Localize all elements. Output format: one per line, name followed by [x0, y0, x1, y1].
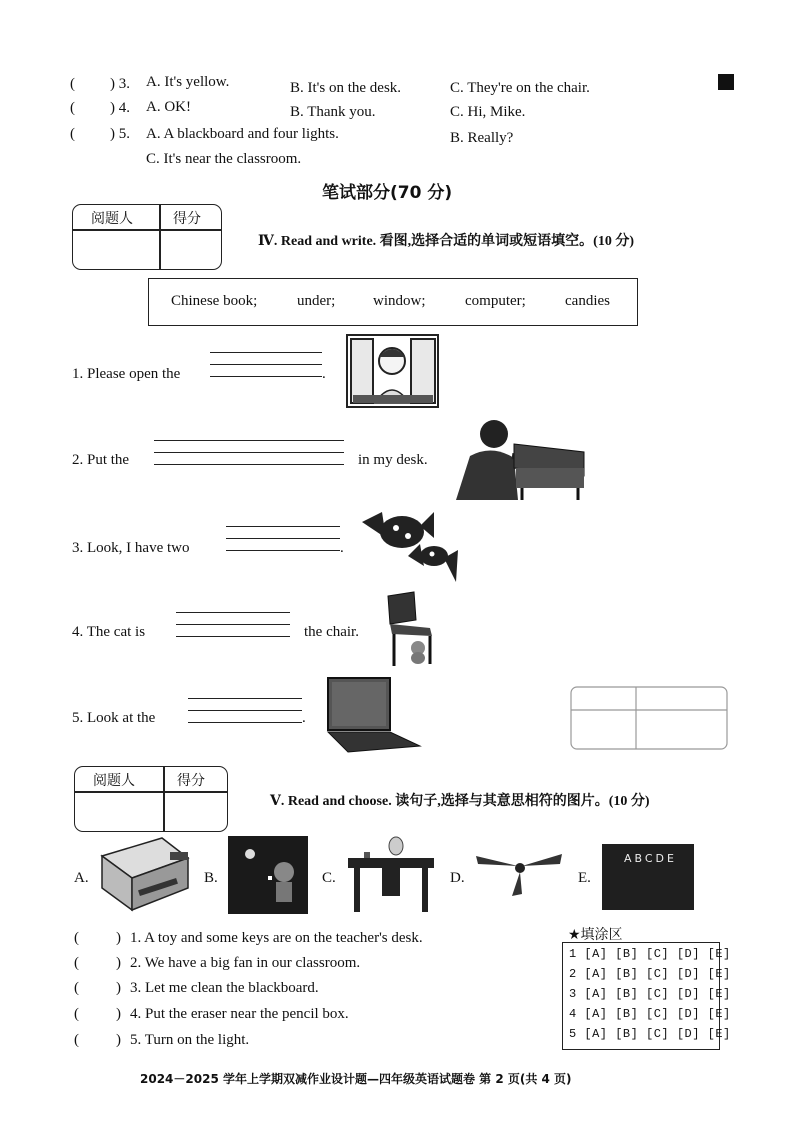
option-label-c: C.: [322, 870, 336, 886]
corner-marker: [718, 74, 734, 90]
fill-row-4[interactable]: 4 [A] [B] [C] [D] [E]: [569, 1007, 731, 1021]
answer-lines[interactable]: [210, 350, 322, 390]
teacher-desk-picture: [346, 836, 436, 914]
fill-area-table: [562, 942, 731, 1050]
choose-item: 2. We have a big fan in our classroom.: [130, 955, 361, 971]
pencil-box-picture: [98, 836, 194, 914]
answer-paren-close: ): [116, 1032, 121, 1048]
option-c: C. Hi, Mike.: [450, 104, 526, 120]
word-bank-item: under;: [297, 293, 336, 309]
answer-lines[interactable]: [176, 610, 290, 650]
option-label-b: B.: [204, 870, 218, 886]
option-label-d: D.: [450, 870, 465, 886]
answer-lines[interactable]: [226, 524, 340, 564]
blackboard-text: ABCDE: [624, 852, 677, 865]
reviewer-label: 阅题人: [91, 211, 133, 227]
choose-item: 5. Turn on the light.: [130, 1032, 250, 1048]
answer-paren-close: ): [116, 955, 121, 971]
fill-item-suffix: .: [340, 540, 344, 556]
option-a: A. It's yellow.: [146, 74, 230, 90]
desk-person-picture: [452, 416, 592, 500]
answer-paren[interactable]: (: [74, 980, 79, 996]
answer-paren-close: ): [116, 930, 121, 946]
blackboard-picture: [602, 844, 694, 910]
answer-paren[interactable]: (: [74, 1006, 79, 1022]
fill-item-suffix: .: [302, 710, 306, 726]
fill-item-prompt: 5. Look at the: [72, 710, 156, 726]
choose-item: 4. Put the eraser near the pencil box.: [130, 1006, 349, 1022]
fill-item-prompt: 3. Look, I have two: [72, 540, 190, 556]
computer-picture: [324, 676, 422, 754]
score-grid: [570, 686, 728, 750]
choose-item: 1. A toy and some keys are on the teacher's desk.: [130, 930, 423, 946]
ceiling-fan-picture: [474, 846, 564, 898]
score-label: 得分: [173, 211, 201, 227]
score-label: 得分: [177, 773, 205, 789]
answer-paren[interactable]: (: [74, 930, 79, 946]
fill-row-5[interactable]: 5 [A] [B] [C] [D] [E]: [569, 1027, 731, 1041]
answer-paren[interactable]: (: [70, 100, 75, 116]
fill-item-prompt: 2. Put the: [72, 452, 130, 468]
fill-row-2[interactable]: 2 [A] [B] [C] [D] [E]: [569, 967, 731, 981]
word-bank-item: Chinese book;: [171, 293, 258, 309]
question-num: ) 5.: [110, 126, 130, 142]
light-room-picture: [228, 836, 308, 914]
fill-item-suffix: .: [322, 366, 326, 382]
page-footer: 2024－2025 学年上学期双减作业设计题—四年级英语试题卷 第 2 页(共 4 页): [140, 1072, 572, 1086]
answer-paren[interactable]: (: [74, 955, 79, 971]
option-c: C. They're on the chair.: [450, 80, 590, 96]
word-bank-item: candies: [565, 293, 610, 309]
option-c: C. It's near the classroom.: [146, 151, 302, 167]
reviewer-label: 阅题人: [93, 773, 135, 789]
fill-item-suffix: in my desk.: [358, 452, 428, 468]
choose-item: 3. Let me clean the blackboard.: [130, 980, 319, 996]
option-a: A. A blackboard and four lights.: [146, 126, 339, 142]
answer-paren[interactable]: (: [74, 1032, 79, 1048]
window-picture: [345, 333, 440, 409]
word-bank: [148, 278, 638, 326]
section4-title: Ⅳ. Read and write. 看图,选择合适的单词或短语填空。(10 分): [258, 234, 634, 249]
score-box: [74, 766, 228, 832]
answer-paren[interactable]: (: [70, 76, 75, 92]
option-a: A. OK!: [146, 99, 191, 115]
word-bank-item: computer;: [465, 293, 526, 309]
word-bank-item: window;: [373, 293, 426, 309]
option-label-a: A.: [74, 870, 89, 886]
fill-row-3[interactable]: 3 [A] [B] [C] [D] [E]: [569, 987, 731, 1001]
answer-lines[interactable]: [188, 696, 302, 736]
candies-picture: [360, 504, 460, 586]
answer-paren-close: ): [116, 1006, 121, 1022]
option-b: B. It's on the desk.: [290, 80, 402, 96]
answer-paren[interactable]: (: [70, 126, 75, 142]
fill-item-prompt: 1. Please open the: [72, 366, 181, 382]
answer-lines[interactable]: [154, 438, 344, 478]
written-part-title: 笔试部分(70 分): [322, 183, 453, 203]
option-b: B. Really?: [450, 130, 514, 146]
fill-item-prompt: 4. The cat is: [72, 624, 146, 640]
question-num: ) 3.: [110, 76, 130, 92]
cat-under-chair-picture: [380, 590, 438, 668]
option-label-e: E.: [578, 870, 591, 886]
score-box: [72, 204, 222, 270]
option-b: B. Thank you.: [290, 104, 376, 120]
fill-row-1[interactable]: 1 [A] [B] [C] [D] [E]: [569, 947, 731, 961]
fill-area-title: ★填涂区: [568, 927, 623, 943]
question-num: ) 4.: [110, 100, 130, 116]
fill-item-suffix: the chair.: [304, 624, 359, 640]
section5-title: Ⅴ. Read and choose. 读句子,选择与其意思相符的图片。(10 分): [270, 794, 650, 809]
answer-paren-close: ): [116, 980, 121, 996]
